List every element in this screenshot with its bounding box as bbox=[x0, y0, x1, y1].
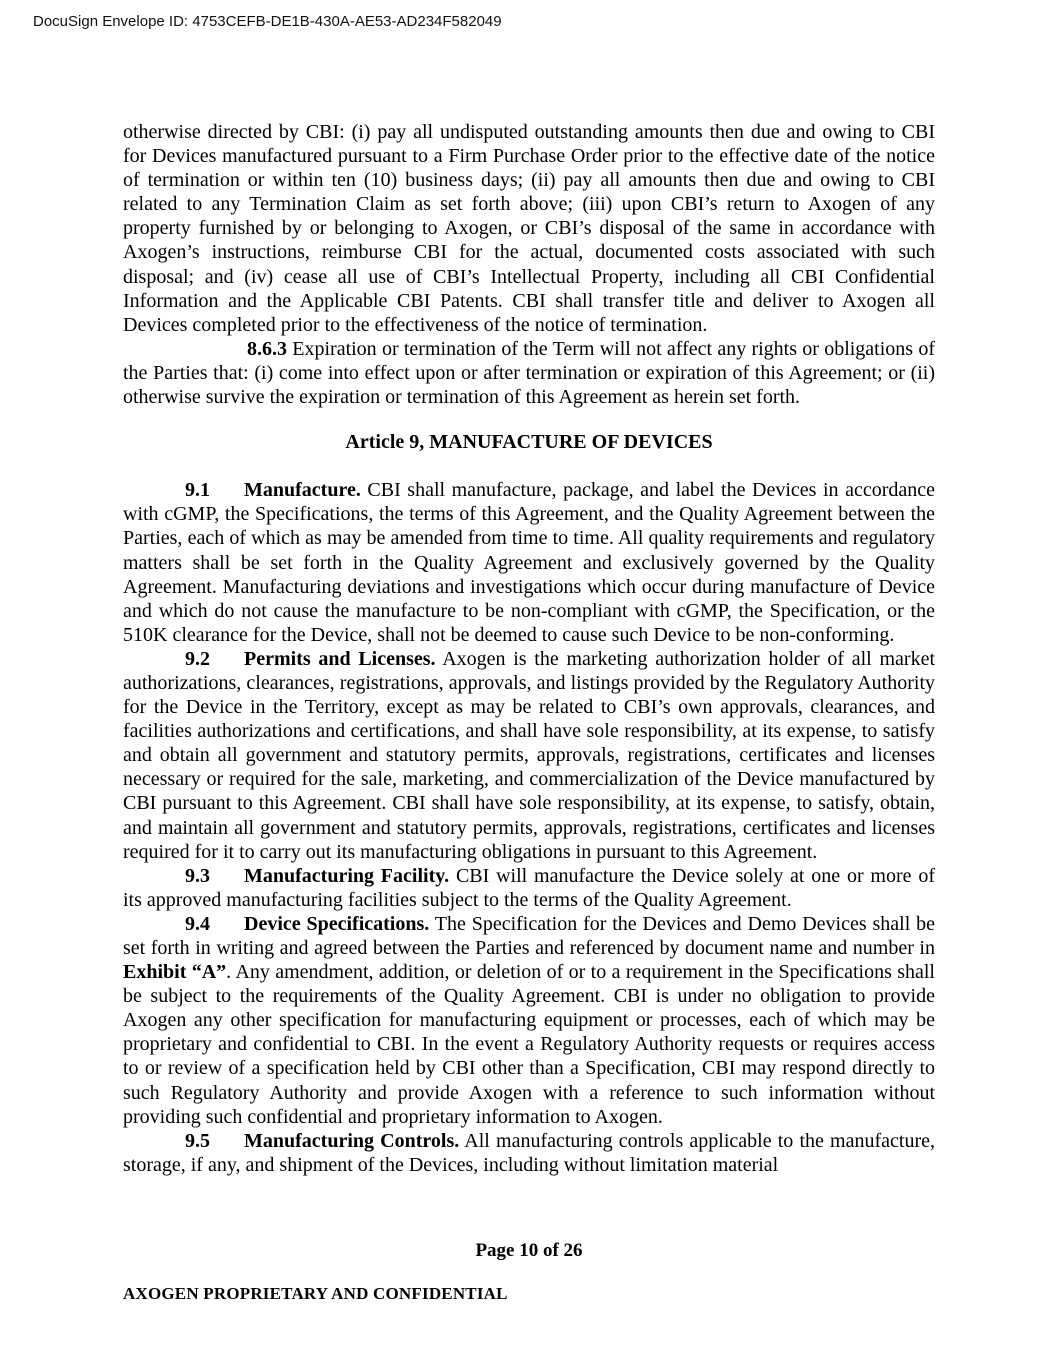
page-number-footer: Page 10 of 26 bbox=[475, 1240, 583, 1261]
section-9-5-manufacturing-controls: 9.5 Manufacturing Controls. All manufacturing controls applicable to the manufacture, storage, if any, and shipment of the Devices, including without limitation material bbox=[123, 1129, 935, 1176]
document-body bbox=[123, 120, 935, 1177]
section-9-1-manufacture: 9.1 Manufacture. CBI shall manufacture, package, and label the Devices in accordance with cGMP, the Specifications, the terms of this Agreement, and the Quality Agreement between the Parties, each of which as may be amended from time to time. All quality requirements and regulatory matters shall be set forth in the Quality Agreement and exclusively governed by the Quality Agreement. Manufacturing deviations and investigations which occur during manufacture of Device and which do not cause the manufacture to be non-compliant with cGMP, the Specification, or the 510K clearance for the Device, shall not be deemed to cause such Device to be non-conforming. bbox=[123, 479, 935, 646]
article-9-heading: Article 9, MANUFACTURE OF DEVICES bbox=[345, 431, 713, 454]
paragraph-termination-continuation: otherwise directed by CBI: (i) pay all undisputed outstanding amounts then due and owing to CBI for Devices manufactured pursuant to a Firm Purchase Order prior to the effective date of the notice of termination or within ten (10) business days; (ii) pay all amounts then due and owing to CBI related to any Termination Claim as set forth above; (iii) upon CBI’s return to Axogen of any property furnished by or belonging to Axogen, or CBI’s disposal of the same in accordance with Axogen’s instructions, reimburse CBI for the actual, documented costs associated with such disposal; and (iv) cease all use of CBI’s Intellectual Property, including all CBI Confidential Information and the Applicable CBI Patents. CBI shall transfer title and deliver to Axogen all Devices completed prior to the effectiveness of the notice of termination. bbox=[123, 121, 935, 336]
section-8-6-3: 8.6.3 Expiration or termination of the Term will not affect any rights or obligations of the Parties that: (i) come into effect upon or after termination or expiration of this Agreement; or (ii) otherwise survive the expiration or termination of this Agreement as herein set forth. bbox=[123, 337, 935, 409]
section-9-4-device-specifications: 9.4 Device Specifications. The Specification for the Devices and Demo Devices shall be set forth in writing and agreed between the Parties and referenced by document name and number in Exhibit “A”. Any amendment, addition, or deletion of or to a requirement in the Specifications shall be subject to the requirements of the Quality Agreement. CBI is under no obligation to provide Axogen any other specification for manufacturing equipment or processes, each of which may be proprietary and confidential to CBI. In the event a Regulatory Authority requests or requires access to or review of a specification held by CBI other than a Specification, CBI may respond directly to such Regulatory Authority and provide Axogen with a reference to such information without providing such confidential and proprietary information to Axogen. bbox=[123, 912, 935, 1128]
section-9-3-manufacturing-facility: 9.3 Manufacturing Facility. CBI will manufacture the Device solely at one or more of its approved manufacturing facilities subject to the terms of the Quality Agreement. bbox=[123, 864, 935, 911]
section-9-2-permits-and-licenses: 9.2 Permits and Licenses. Axogen is the marketing authorization holder of all market authorizations, clearances, registrations, approvals, and listings provided by the Regulatory Authority for the Device in the Territory, except as may be related to CBI’s own approvals, clearances, and facilities authorizations and certifications, and shall have sole responsibility, at its expense, to satisfy and obtain all government and statutory permits, approvals, registrations, certificates and licenses necessary or required for the sale, marketing, and commercialization of the Device manufactured by CBI pursuant to this Agreement. CBI shall have sole responsibility, at its expense, to satisfy, obtain, and maintain all government and statutory permits, approvals, registrations, certificates and licenses required for it to carry out its manufacturing obligations in pursuant to this Agreement. bbox=[123, 647, 935, 863]
confidential-footer: AXOGEN PROPRIETARY AND CONFIDENTIAL bbox=[123, 1284, 508, 1303]
docusign-envelope-id: DocuSign Envelope ID: 4753CEFB-DE1B-430A-AE53-AD234F582049 bbox=[33, 13, 502, 30]
